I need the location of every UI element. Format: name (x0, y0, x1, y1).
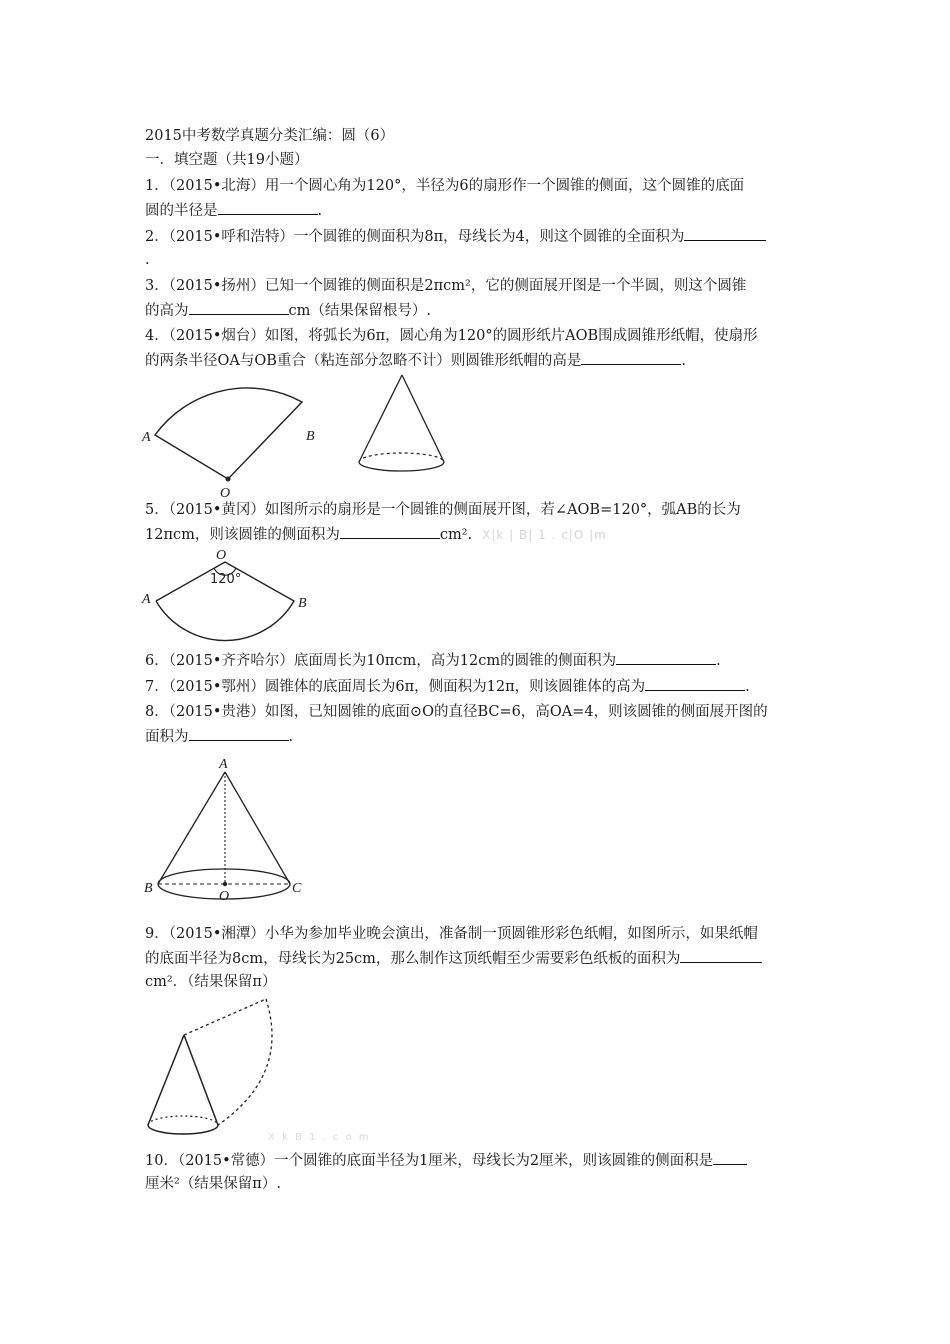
answer-blank[interactable] (189, 726, 289, 741)
answer-blank[interactable] (680, 948, 762, 963)
doc-title: 2015中考数学真题分类汇编：圆（6） (145, 128, 395, 144)
q4-line2: 的两条半径OA与OB重合（粘连部分忽略不计）则圆锥形纸帽的高是 . (145, 350, 686, 371)
answer-blank[interactable] (713, 1150, 747, 1165)
q3-line1: 3．（2015•扬州）已知一个圆锥的侧面积是2πcm²，它的侧面展开图是一个半圆，则这个圆锥 (145, 278, 747, 294)
sector-shape (155, 388, 302, 479)
q5-line1: 5．（2015•黄冈）如图所示的扇形是一个圆锥的侧面展开图，若∠AOB=120°，弧AB的长为 (145, 502, 741, 518)
answer-blank[interactable] (340, 524, 440, 539)
angle-label: 120° (210, 572, 242, 587)
q5-line2: 12πcm，则该圆锥的侧面积为 cm². X|k | B| 1 . c|O |m (145, 524, 607, 545)
label-a: A (142, 430, 151, 445)
q1-line2: 圆的半径是 . (145, 200, 322, 221)
figure-q8 (140, 752, 315, 902)
q2-line2: . (145, 252, 150, 268)
label-b: B (306, 429, 315, 444)
sector-diagram (140, 545, 320, 645)
figure-q9 (140, 995, 300, 1145)
answer-blank[interactable] (218, 200, 318, 215)
watermark-text: X k B 1 . c o m (268, 1132, 371, 1143)
cone-left-edge (359, 375, 402, 462)
cone-base-back (359, 453, 444, 462)
label-a: A (142, 592, 151, 607)
answer-blank[interactable] (581, 350, 681, 365)
q10-line2: 厘米²（结果保留π）. (145, 1176, 281, 1192)
q2-line1: 2．（2015•呼和浩特）一个圆锥的侧面积为8π，母线长为4，则这个圆锥的全面积为 (145, 226, 766, 247)
cone-left-edge (148, 1035, 184, 1125)
answer-blank[interactable] (616, 650, 716, 665)
generatrix-ab (158, 772, 225, 884)
q9-line3: cm²．（结果保留π） (145, 974, 277, 990)
q8-line2: 面积为 . (145, 726, 293, 747)
q9-line2: 的底面半径为8cm，母线长为25cm，那么制作这顶纸帽至少需要彩色纸板的面积为 (145, 948, 762, 969)
center-point (223, 882, 227, 886)
q7-line1: 7．（2015•鄂州）圆锥体的底面周长为6π，侧面积为12π，则该圆锥体的高为 . (145, 676, 750, 697)
figure-q4 (140, 365, 460, 500)
generatrix-ac (225, 772, 290, 884)
label-o: O (219, 889, 230, 902)
watermark-text: X|k | B| 1 . c|O |m (482, 528, 607, 542)
answer-blank[interactable] (645, 676, 745, 691)
q8-line1: 8．（2015•贵港）如图，已知圆锥的底面⊙O的直径BC=6，高OA=4，则该圆锥的侧面展开图的 (145, 704, 768, 720)
q9-line1: 9．（2015•湘潭）小华为参加毕业晚会演出，准备制一顶圆锥形彩色纸帽，如图所示，如果纸帽 (145, 926, 758, 942)
figure-q5 (140, 545, 320, 645)
label-c: C (292, 881, 302, 896)
cone-base-front (148, 1125, 218, 1134)
answer-blank[interactable] (684, 226, 766, 241)
q1-line1: 1．（2015•北海）用一个圆心角为120°，半径为6的扇形作一个圆锥的侧面，这个圆锥的底面 (145, 178, 745, 194)
label-b: B (298, 596, 307, 611)
q4-line1: 4．（2015•烟台）如图，将弧长为6π，圆心角为120°的圆形纸片AOB围成圆锥形纸帽，使扇形 (145, 328, 758, 344)
label-a: A (219, 757, 228, 772)
cone-right-edge (402, 375, 444, 462)
answer-blank[interactable] (189, 300, 289, 315)
label-b: B (144, 881, 153, 896)
paper-hat-diagram (140, 995, 300, 1145)
label-o: O (220, 486, 231, 500)
section-heading: 一．填空题（共19小题） (145, 152, 309, 168)
cone-diagram (140, 752, 315, 902)
center-point (226, 477, 231, 482)
cone-right-edge (184, 1035, 218, 1125)
q10-line1: 10．（2015•常德）一个圆锥的底面半径为1厘米，母线长为2厘米，则该圆锥的侧面积是 (145, 1150, 747, 1171)
q3-line2: 的高为 cm（结果保留根号）. (145, 300, 431, 321)
label-o: O (216, 548, 227, 563)
sector-and-cone-diagram (140, 365, 460, 500)
cone-base-front (359, 462, 444, 471)
q6-line1: 6．（2015•齐齐哈尔）底面周长为10πcm，高为12cm的圆锥的侧面积为 . (145, 650, 721, 671)
cone-base-back (148, 1116, 218, 1125)
sector-arc (218, 999, 272, 1125)
sector-radius (184, 999, 266, 1035)
